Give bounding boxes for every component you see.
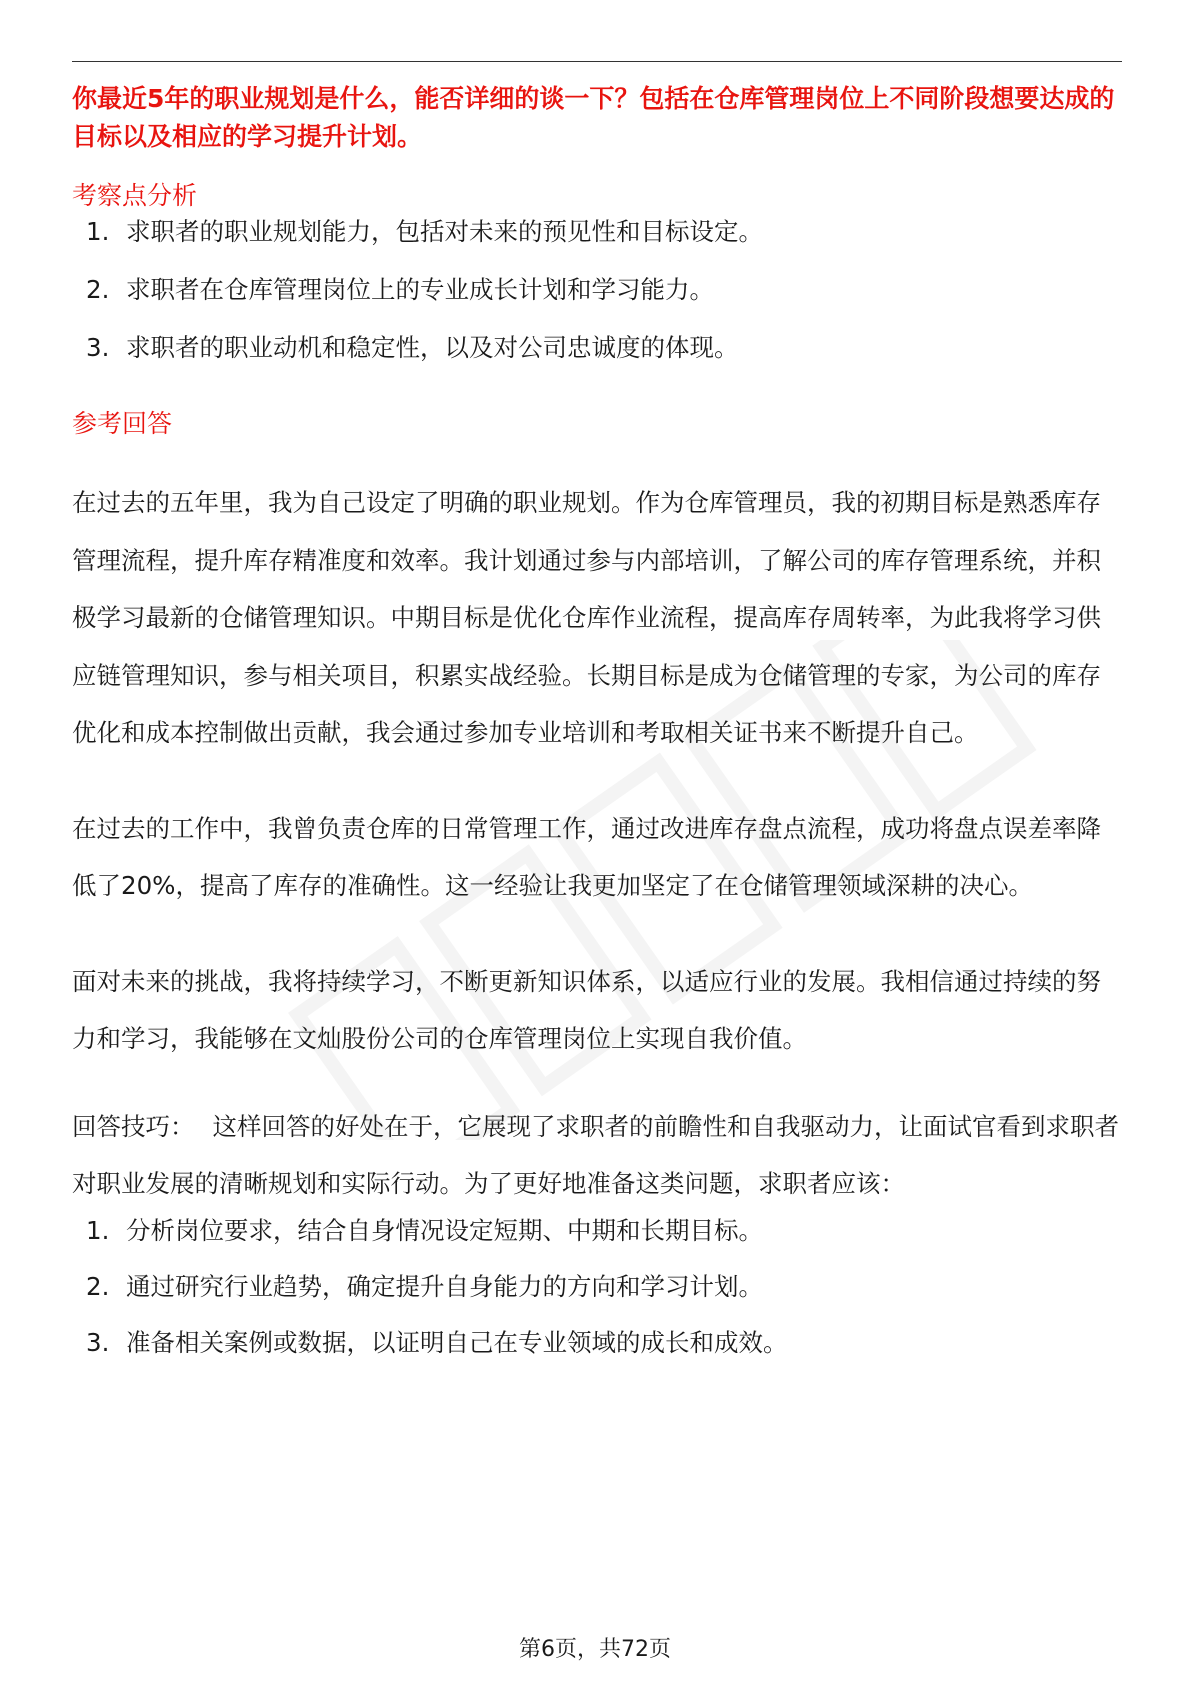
page-content xyxy=(72,80,1122,1361)
answer-paragraph: 在过去的五年里，我为自己设定了明确的职业规划。作为仓库管理员，我的初期目标是熟悉库存管理流程，提升库存精准度和效率。我计划通过参与内部培训，了解公司的库存管理系统，并积极学习最新的仓储管理知识。中期目标是优化仓库作业流程，提高库存周转率，为此我将学习供应链管理知识，参与相关项目，积累实战经验。长期目标是成为仓储管理的专家，为公司的库存优化和成本控制做出贡献，我会通过参加专业培训和考取相关证书来不断提升自己。 xyxy=(72,488,1101,747)
list-item xyxy=(72,1213,1122,1249)
answer-paragraph: 面对未来的挑战，我将持续学习，不断更新知识体系，以适应行业的发展。我相信通过持续的努力和学习，我能够在文灿股份公司的仓库管理岗位上实现自我价值。 xyxy=(72,966,1101,1053)
analysis-heading: 考察点分析 xyxy=(72,181,198,210)
list-text: 分析岗位要求，结合自身情况设定短期、中期和长期目标。 xyxy=(126,1215,763,1245)
list-text: 求职者在仓库管理岗位上的专业成长计划和学习能力。 xyxy=(126,275,714,304)
list-item xyxy=(72,1269,1122,1305)
list-number: 1. xyxy=(86,217,110,246)
tips-paragraph xyxy=(72,1098,1122,1213)
tips-label: 回答技巧： xyxy=(72,1111,195,1141)
list-number: 2. xyxy=(86,1271,110,1301)
list-text: 求职者的职业规划能力，包括对未来的预见性和目标设定。 xyxy=(126,217,763,246)
list-item xyxy=(72,272,1122,308)
list-item xyxy=(72,1325,1122,1361)
list-number: 3. xyxy=(86,1327,110,1357)
list-text: 准备相关案例或数据，以证明自己在专业领域的成长和成效。 xyxy=(126,1327,788,1357)
page-number: 第6页，共72页 xyxy=(519,1637,671,1662)
list-number: 1. xyxy=(86,1215,110,1245)
tips-text: 这样回答的好处在于，它展现了求职者的前瞻性和自我驱动力，让面试官看到求职者对职业发展的清晰规划和实际行动。为了更好地准备这类问题，求职者应该： xyxy=(72,1111,1119,1198)
list-number: 3. xyxy=(86,333,110,362)
question-title: 你最近5年的职业规划是什么，能否详细的谈一下？包括在仓库管理岗位上不同阶段想要达成的目标以及相应的学习提升计划。 xyxy=(72,84,1115,151)
list-number: 2. xyxy=(86,275,110,304)
tips-list xyxy=(72,1213,1122,1361)
top-rule xyxy=(72,61,1122,62)
analysis-list xyxy=(72,214,1122,366)
list-text: 通过研究行业趋势，确定提升自身能力的方向和学习计划。 xyxy=(126,1271,763,1301)
answer-paragraph: 在过去的工作中，我曾负责仓库的日常管理工作，通过改进库存盘点流程，成功将盘点误差率降低了20%，提高了库存的准确性。这一经验让我更加坚定了在仓储管理领域深耕的决心。 xyxy=(72,813,1101,900)
list-text: 求职者的职业动机和稳定性，以及对公司忠诚度的体现。 xyxy=(126,333,739,362)
answer-heading: 参考回答 xyxy=(72,409,173,438)
list-item xyxy=(72,330,1122,366)
list-item xyxy=(72,214,1122,250)
